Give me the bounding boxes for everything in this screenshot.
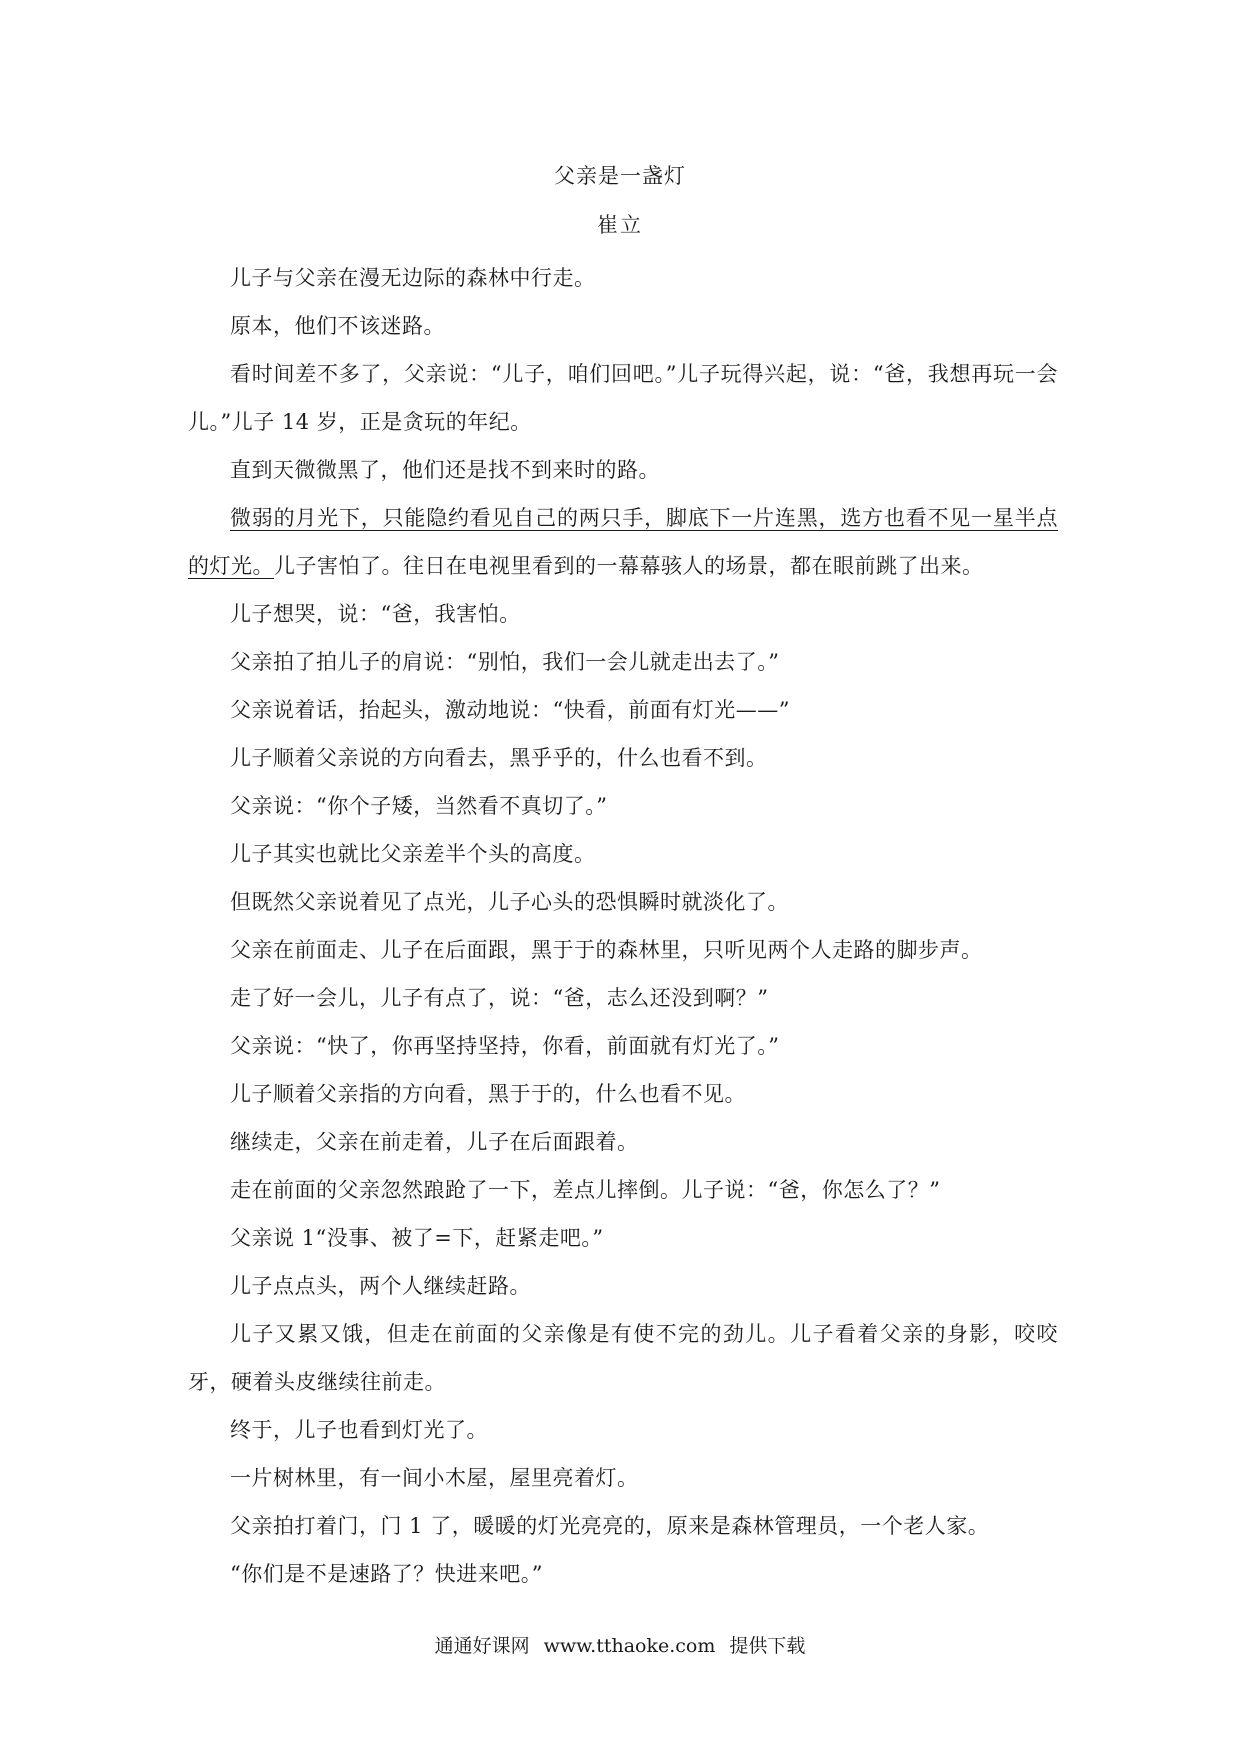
paragraph-rest-text: 儿子害怕了。往日在电视里看到的一幕幕骇人的场景，都在眼前跳了出来。 (274, 554, 984, 578)
paragraph: 儿子又累又饿，但走在前面的父亲像是有使不完的劲儿。儿子看着父亲的身影，咬咬牙，硬着头皮继续往前走。 (188, 1322, 1058, 1394)
paragraph: 儿子顺着父亲说的方向看去，黑乎乎的，什么也看不到。 (230, 746, 768, 770)
footer-note: 提供下载 (729, 1635, 806, 1657)
paragraph: 儿子其实也就比父亲差半个头的高度。 (230, 842, 596, 866)
document-title: 父亲是一盏灯 (554, 164, 686, 188)
paragraph: 父亲说着话，抬起头，激动地说：“快看，前面有灯光——” (230, 698, 790, 722)
paragraph: 儿子点点头，两个人继续赶路。 (230, 1274, 531, 1298)
page-footer (0, 1631, 1240, 1658)
paragraph: 父亲在前面走、儿子在后面跟，黑于于的森林里，只听见两个人走路的脚步声。 (230, 938, 983, 962)
paragraph: 终于，儿子也看到灯光了。 (230, 1418, 488, 1442)
paragraph: 原本，他们不该迷路。 (230, 314, 445, 338)
underlined-text: 微弱的月光下，只能隐约看见自己的两只手，脚底下一片连黑，选方也看不见一星半点的灯光。 (188, 506, 1058, 578)
footer-site-name: 通通好课网 (434, 1635, 530, 1657)
paragraph: 父亲说：“你个子矮，当然看不真切了。” (230, 794, 608, 818)
paragraph: 继续走，父亲在前走着，儿子在后面跟着。 (230, 1130, 639, 1154)
paragraph: 父亲说 1“没事、被了=下，赶紧走吧。” (230, 1226, 604, 1250)
paragraph-underlined (188, 494, 1058, 590)
paragraph: “你们是不是速路了？快进来吧。” (230, 1562, 543, 1586)
paragraph: 看时间差不多了，父亲说：“儿子，咱们回吧。”儿子玩得兴起，说：“爸，我想再玩一会儿。”儿子 14 岁，正是贪玩的年纪。 (188, 362, 1058, 434)
paragraph: 父亲说：“快了，你再坚持坚持，你看，前面就有灯光了。” (230, 1034, 780, 1058)
paragraph: 儿子顺着父亲指的方向看，黑于于的，什么也看不见。 (230, 1082, 746, 1106)
document-author: 崔立 (597, 213, 643, 237)
document-body (188, 254, 1058, 1598)
paragraph: 父亲拍打着门，门 1 了，暖暖的灯光亮亮的，原来是森林管理员，一个老人家。 (230, 1514, 990, 1538)
paragraph: 一片树林里，有一间小木屋，屋里亮着灯。 (230, 1466, 639, 1490)
footer-url[interactable]: www.tthaoke.com (543, 1635, 716, 1657)
paragraph: 儿子与父亲在漫无边际的森林中行走。 (230, 266, 596, 290)
paragraph: 走了好一会儿，儿子有点了，说：“爸，志么还没到啊？” (230, 986, 769, 1010)
paragraph: 儿子想哭，说：“爸，我害怕。 (230, 602, 521, 626)
paragraph: 走在前面的父亲忽然踉跄了一下，差点儿摔倒。儿子说：“爸，你怎么了？” (230, 1178, 941, 1202)
paragraph: 父亲拍了拍儿子的肩说：“别怕，我们一会儿就走出去了。” (230, 650, 780, 674)
paragraph: 直到天微微黑了，他们还是找不到来时的路。 (230, 458, 660, 482)
paragraph: 但既然父亲说着见了点光，儿子心头的恐惧瞬时就淡化了。 (230, 890, 789, 914)
